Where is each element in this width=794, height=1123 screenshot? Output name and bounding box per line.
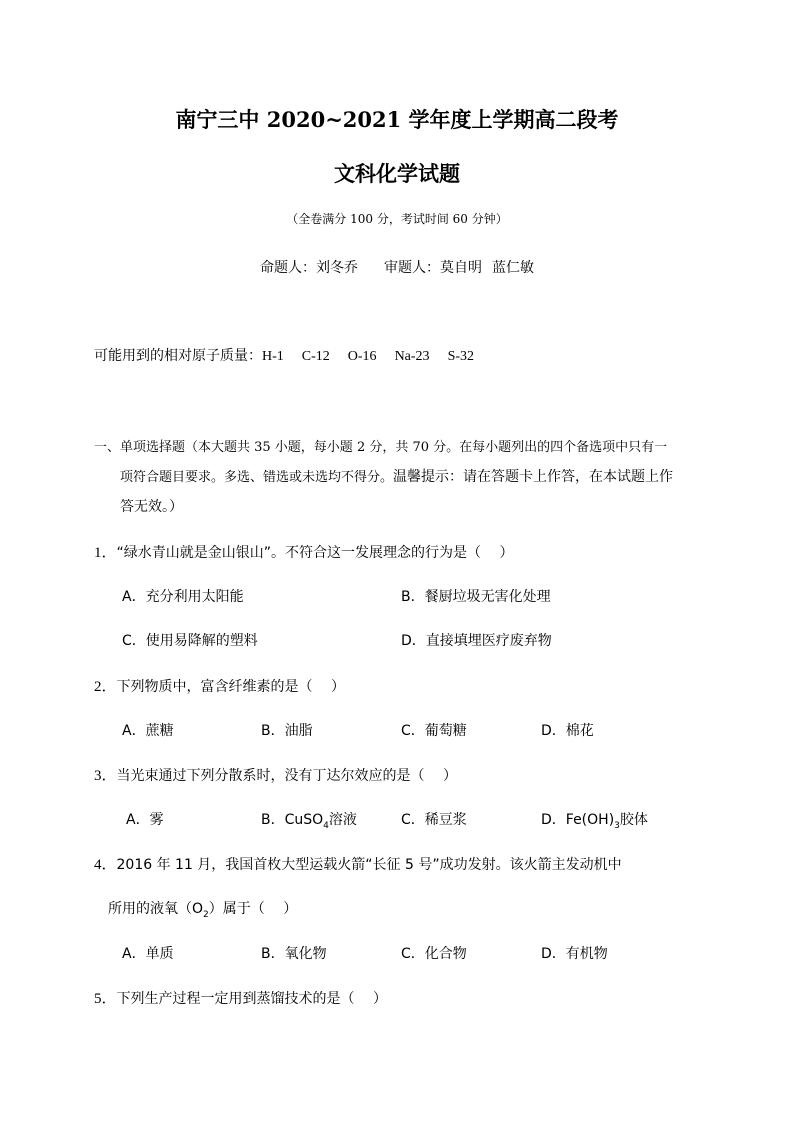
q2-option-d[interactable]: D．棉花 [541, 723, 594, 739]
mass-item: C-12 [301, 349, 330, 364]
option-text: B．CuSO [261, 812, 324, 828]
section-instruction-end: 答无效。） [120, 499, 183, 515]
atomic-masses-label: 可能用到的相对原子质量： [94, 348, 262, 364]
question-stem: 下列生产过程一定用到蒸馏技术的是（ ） [116, 991, 387, 1007]
question-stem: 2016 年 11 月，我国首枚大型运载火箭“长征 5 号”成功发射。该火箭主发动机中 [116, 857, 622, 873]
q2-option-c[interactable]: C．葡萄糖 [401, 723, 467, 739]
subscript: 3 [614, 820, 620, 831]
q2-option-b[interactable]: B．油脂 [261, 723, 313, 739]
reviewer-2: 蓝仁敏 [492, 260, 534, 276]
section-instruction-line2 [120, 466, 673, 486]
question-number: 1． [94, 545, 117, 561]
q4-option-d[interactable]: D．有机物 [541, 946, 608, 962]
q2-option-a[interactable]: A．蔗糖 [122, 723, 174, 739]
question-3 [94, 764, 457, 785]
mass-item: O-16 [347, 349, 377, 364]
question-5 [94, 987, 387, 1008]
q3-option-a[interactable]: A．雾 [126, 812, 164, 828]
authors-line [0, 257, 794, 277]
q1-option-b[interactable]: B．餐厨垃圾无害化处理 [401, 589, 551, 605]
q3-option-d[interactable] [541, 809, 648, 831]
q4-option-c[interactable]: C．化合物 [401, 946, 467, 962]
q4-option-b[interactable]: B．氧化物 [261, 946, 327, 962]
q4-option-a[interactable]: A．单质 [122, 946, 174, 962]
mass-item: H-1 [262, 349, 284, 364]
q3-option-b[interactable] [261, 809, 357, 831]
question-number: 4． [94, 857, 117, 873]
exam-title: 南宁三中 2020~2021 学年度上学期高二段考 [175, 107, 619, 132]
section-instruction-line3 [120, 496, 183, 516]
score-time-note: （全卷满分 100 分，考试时间 60 分钟） [286, 212, 508, 226]
question-number: 2． [94, 679, 117, 695]
question-number: 3． [94, 768, 117, 784]
question-stem: “绿水青山就是金山银山”。不符合这一发展理念的行为是（ ） [116, 545, 514, 561]
subscript: 4 [323, 820, 329, 831]
q1-option-c[interactable]: C．使用易降解的塑料 [122, 633, 258, 649]
option-text-tail: 溶液 [328, 812, 357, 828]
mass-item: Na-23 [394, 349, 430, 364]
question-4-line2 [108, 898, 297, 920]
mass-item: S-32 [447, 349, 475, 364]
q3-option-c[interactable]: C．稀豆浆 [401, 812, 467, 828]
option-text: D．Fe(OH) [541, 812, 615, 828]
question-stem-2-tail: ）属于（ ） [208, 901, 298, 917]
q1-option-d[interactable]: D．直接填埋医疗废弃物 [401, 633, 552, 649]
question-stem-2: 所用的液氧（O [108, 901, 204, 917]
section-instruction-rule: 项符合题目要求。多选、错选或未选均不得分。 [120, 470, 394, 485]
atomic-masses [94, 345, 492, 365]
question-number: 5． [94, 991, 117, 1007]
question-2 [94, 675, 345, 696]
reviewer-label: 审题人：莫自明 [384, 260, 482, 276]
question-stem: 当光束通过下列分散系时，没有丁达尔效应的是（ ） [116, 768, 457, 784]
author-label: 命题人：刘冬乔 [260, 260, 358, 276]
question-1 [94, 541, 513, 562]
q1-option-a[interactable]: A．充分利用太阳能 [122, 589, 244, 605]
subscript: 2 [203, 909, 209, 920]
section-instruction-tip: 温馨提示：请在答题卡上作答，在本试题上作 [393, 469, 674, 485]
question-stem: 下列物质中，富含纤维素的是（ ） [116, 679, 345, 695]
option-text-tail: 胶体 [619, 812, 648, 828]
subject-title: 文科化学试题 [334, 161, 460, 186]
section-instruction-line1: 一、单项选择题（本大题共 35 小题，每小题 2 分，共 70 分。在每小题列出的四个备选项中只有一 [94, 440, 668, 455]
question-4 [94, 853, 622, 874]
